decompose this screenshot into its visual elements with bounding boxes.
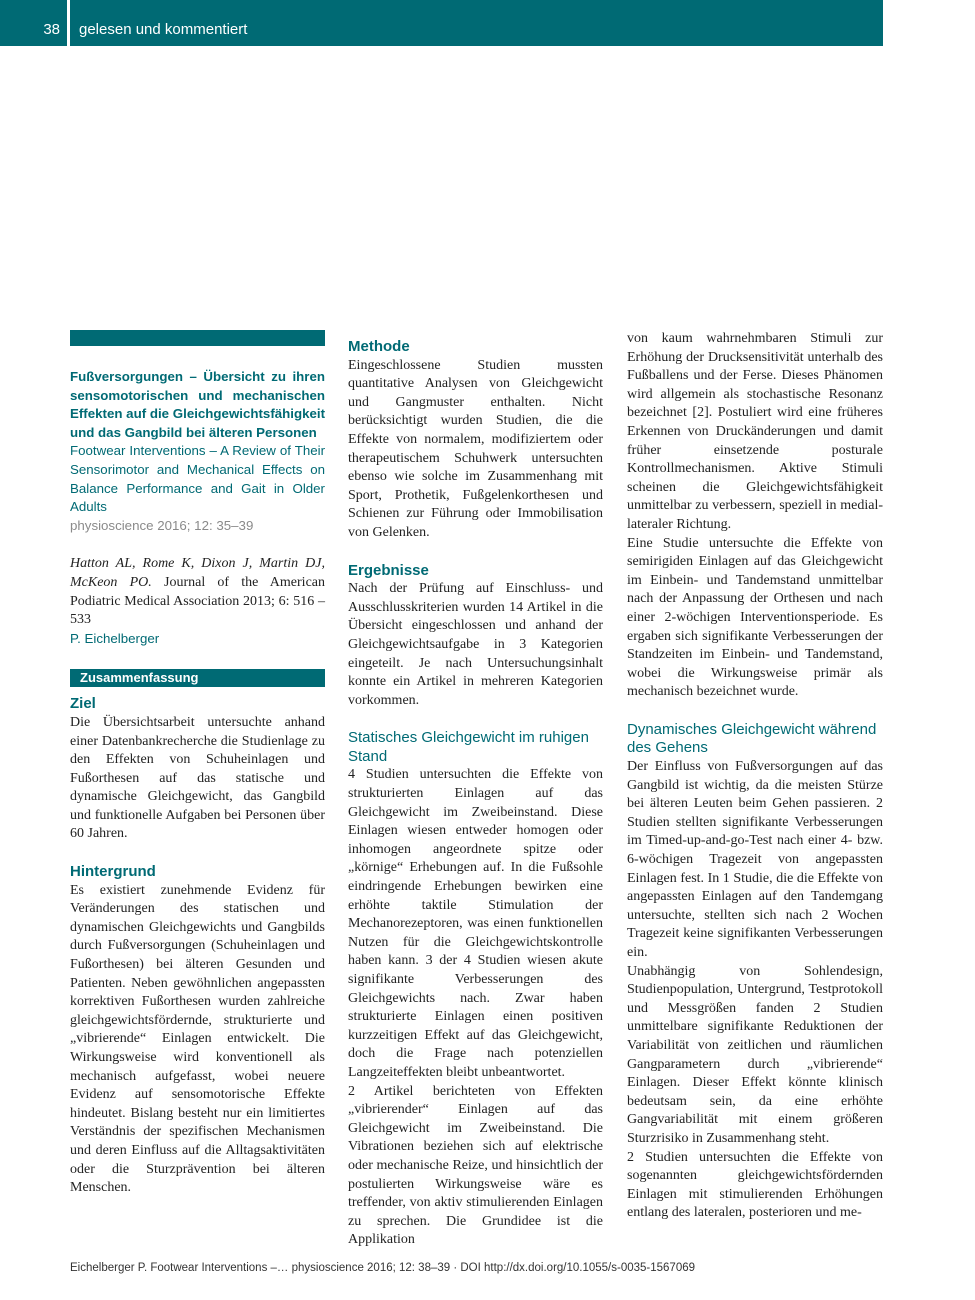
hintergrund-heading: Hintergrund (70, 863, 156, 881)
dynamisch-paragraph-3: 2 Studien untersuchten die Effekte von sogenannten gleichgewichtsfördernden Einlagen mit stimulierenden Erhöhungen entlang des lateralen, posterioren und me- (627, 1149, 883, 1221)
ziel-heading: Ziel (70, 695, 96, 713)
authors: Hatton AL, Rome K, Dixon J, Martin DJ, McKeon PO. (70, 556, 325, 590)
methode-text: Eingeschlossene Studien mussten quantitative Analysen von Gleichgewicht und Gangmuster enthalten. Nicht berücksichtigt wurden Studien, die die Effekte von normalem, modifiziertem oder therapeutischem Schuhwerk untersuchten ebenso wie solche im Zusammenhang mit Sport, Prothetik, Fußgelenkorthesen und Schienen zur Führung oder Immobilisation von Gelenken. (348, 357, 603, 540)
reviewer: P. Eichelberger (70, 630, 160, 646)
statisch-paragraph-2: 2 Artikel berichteten von Effekten „vibrierender“ Einlagen auf das Gleichgewicht im Zweibeinstand. Die Vibrationen beziehen sich auf elektrische oder mechanische Reize, und hinsichtlich der postulierten Wirkungsweise wäre es treffender, von aktiv stimulierenden Einlagen zu sprechen. Die Grundidee ist die Applikation (348, 1083, 603, 1248)
col3-paragraph-1: von kaum wahrnehmbaren Stimuli zur Erhöhung der Drucksensitivität unterhalb des Fußballens und der Ferse. Dieses Phänomen wird allgemein als stochastische Resonanz bezeichnet [2]. Postuliert wird eine früheres Erkennen von Druckänderungen und damit früher einsetzende posturale Kontrollmechanismen. Aktive Stimuli scheinen die Gleichgewichtsfähigkeit unmittelbar zu verbessern, speziell in medial-lateraler Richtung. (627, 331, 883, 532)
column-right (627, 330, 883, 1223)
ergebnisse-heading: Ergebnisse (348, 561, 429, 579)
dynamisch-paragraph-2: Unabhängig von Sohlendesign, Studienpopulation, Untergrund, Testprotokoll und Messgrößen fanden 2 Studien unmittelbare signifikante Reduktionen der Variabilität von zeitlichen und räumlichen Gangparametern durch „vibrierende“ Einlagen. Dieser Effekt könnte klinisch bedeutsam sein, da eine erhöhte Gangvariabilität mit einem größeren Sturzrisiko in Zusammenhang steht. (627, 963, 883, 1146)
article-title-en: Footwear Interventions – A Review of Their Sensorimotor and Mechanical Effects on Balance Performance and Gait in Older Adults (70, 443, 325, 515)
column-middle (348, 330, 603, 1250)
reference (70, 555, 325, 629)
statisch-paragraph-1: 4 Studien untersuchten die Effekte von strukturierten Einlagen auf das Gleichgewicht im Zweibeinstand. Diese Einlagen wiesen entweder homogen oder inhomogen angeordnete spitze oder „körnige“ Erhebungen auf. In die Fußsohle eindringende Erhebungen bewirken eine erhöhte taktile Stimulation der Mechanorezeptoren, was einen funktionellen Nutzen für die Gleichgewichtskontrolle haben kann. 3 der 4 Studien wiesen akute signifikante Verbesserungen des Gleichgewichts nach. Zwar haben strukturierte Einlagen einen positiven kurzzeitigen Effekt auf das Gleichgewicht, doch die Frage nach potenziellen Langzeiteffekten bleibt unbeantwortet. (348, 767, 603, 1080)
statisch-heading: Statisches Gleichgewicht im ruhigen Stand (348, 729, 589, 765)
dynamisch-heading: Dynamisches Gleichgewicht während des Gehens (627, 720, 877, 757)
journal: Journal of the American Podiatric Medical Association 2013; 6: 516 – 533 (70, 574, 325, 628)
accent-bar (70, 330, 325, 346)
citation: physioscience 2016; 12: 35–39 (70, 517, 254, 533)
page-footer: Eichelberger P. Footwear Interventions –… physioscience 2016; 12: 38–39 · DOI http://dx.doi.org/10.1055/s-0035-1567069 (70, 1262, 696, 1274)
article-title-de: Fußversorgungen – Übersicht zu ihren sensomotorischen und mechanischen Effekten auf die Gleichgewichtsfähigkeit und das Gangbild bei älteren Personen (70, 369, 325, 440)
page-number: 38 (43, 21, 60, 38)
summary-label: Zusammenfassung (70, 669, 325, 687)
header-divider (67, 0, 70, 46)
col3-paragraph-2: Eine Studie untersuchte die Effekte von semirigiden Einlagen auf das Gleichgewicht im Einbein- und Tandemstand unmittelbar nach der Anpassung der Orthesen und nach einer 2-wöchigen Interventionsperiode. Es ergaben sich signifikante Verbesserungen der Standzeiten im Einbein- und Tandemstand, wobei die Wirkungsweise primär als mechanisch bezeichnet wurde. (627, 535, 883, 700)
ergebnisse-text: Nach der Prüfung auf Einschluss- und Ausschlusskriterien wurden 14 Artikel in die Übersicht eingeschlossen und anhand der Gleichgewichtsaufgabe in 3 Kategorien eingeteilt. Je nach Untersuchungsinhalt konnte ein Artikel in mehreren Kategorien vorkommen. (348, 581, 603, 708)
column-left (70, 330, 325, 1198)
methode-heading: Methode (348, 338, 410, 355)
section-title: gelesen und kommentiert (79, 21, 248, 38)
ziel-text: Die Übersichtsarbeit untersuchte anhand einer Datenbankrecherche die Studienlage zu den Effekten von Schuheinlagen und Fußorthesen auf das statische und dynamische Gleichgewicht, das Gangbild und funktionelle Aufgaben bei Personen über 60 Jahren. (70, 714, 325, 842)
dynamisch-paragraph-1: Der Einfluss von Fußversorgungen auf das Gangbild ist wichtig, da die meisten Stürze bei älteren Leuten beim Gehen passieren. 2 Studien stellten signifikante Verbesserungen im Timed-up-and-go-Test nach einer 4- bzw. 6-wöchigen Tragezeit von angepassten Einlagen fest. In 1 Studie, die die Effekte von angepassten Einlagen auf den Tandemgang untersuchte, stellten sich nach 2 Wochen Tragezeit keine signifikanten Verbesserungen ein. (627, 759, 883, 960)
hintergrund-text: Es existiert zunehmende Evidenz für Veränderungen des statischen und dynamischen Gleichgewichts und Gangbilds durch Fußversorgungen (Schuheinlagen und Fußorthesen) bei älteren Gesunden und Patienten. Neben gewöhnlichen angepassten korrektiven Fußorthesen wurden zahlreiche gleichgewichtsfördernde, strukturierte und „vibrierende“ Einlagen entwickelt. Die Wirkungsweise wird konventionell als mechanisch aufgefasst, wobei neuere Evidenz auf sensomotorische Effekte hindeutet. Bislang besteht nur ein limitiertes Verständnis der spezifischen Mechanismen und deren Einfluss auf die Alltagsaktivitäten oder die Sturzprävention bei älteren Menschen. (70, 882, 325, 1196)
page-header (0, 0, 883, 46)
